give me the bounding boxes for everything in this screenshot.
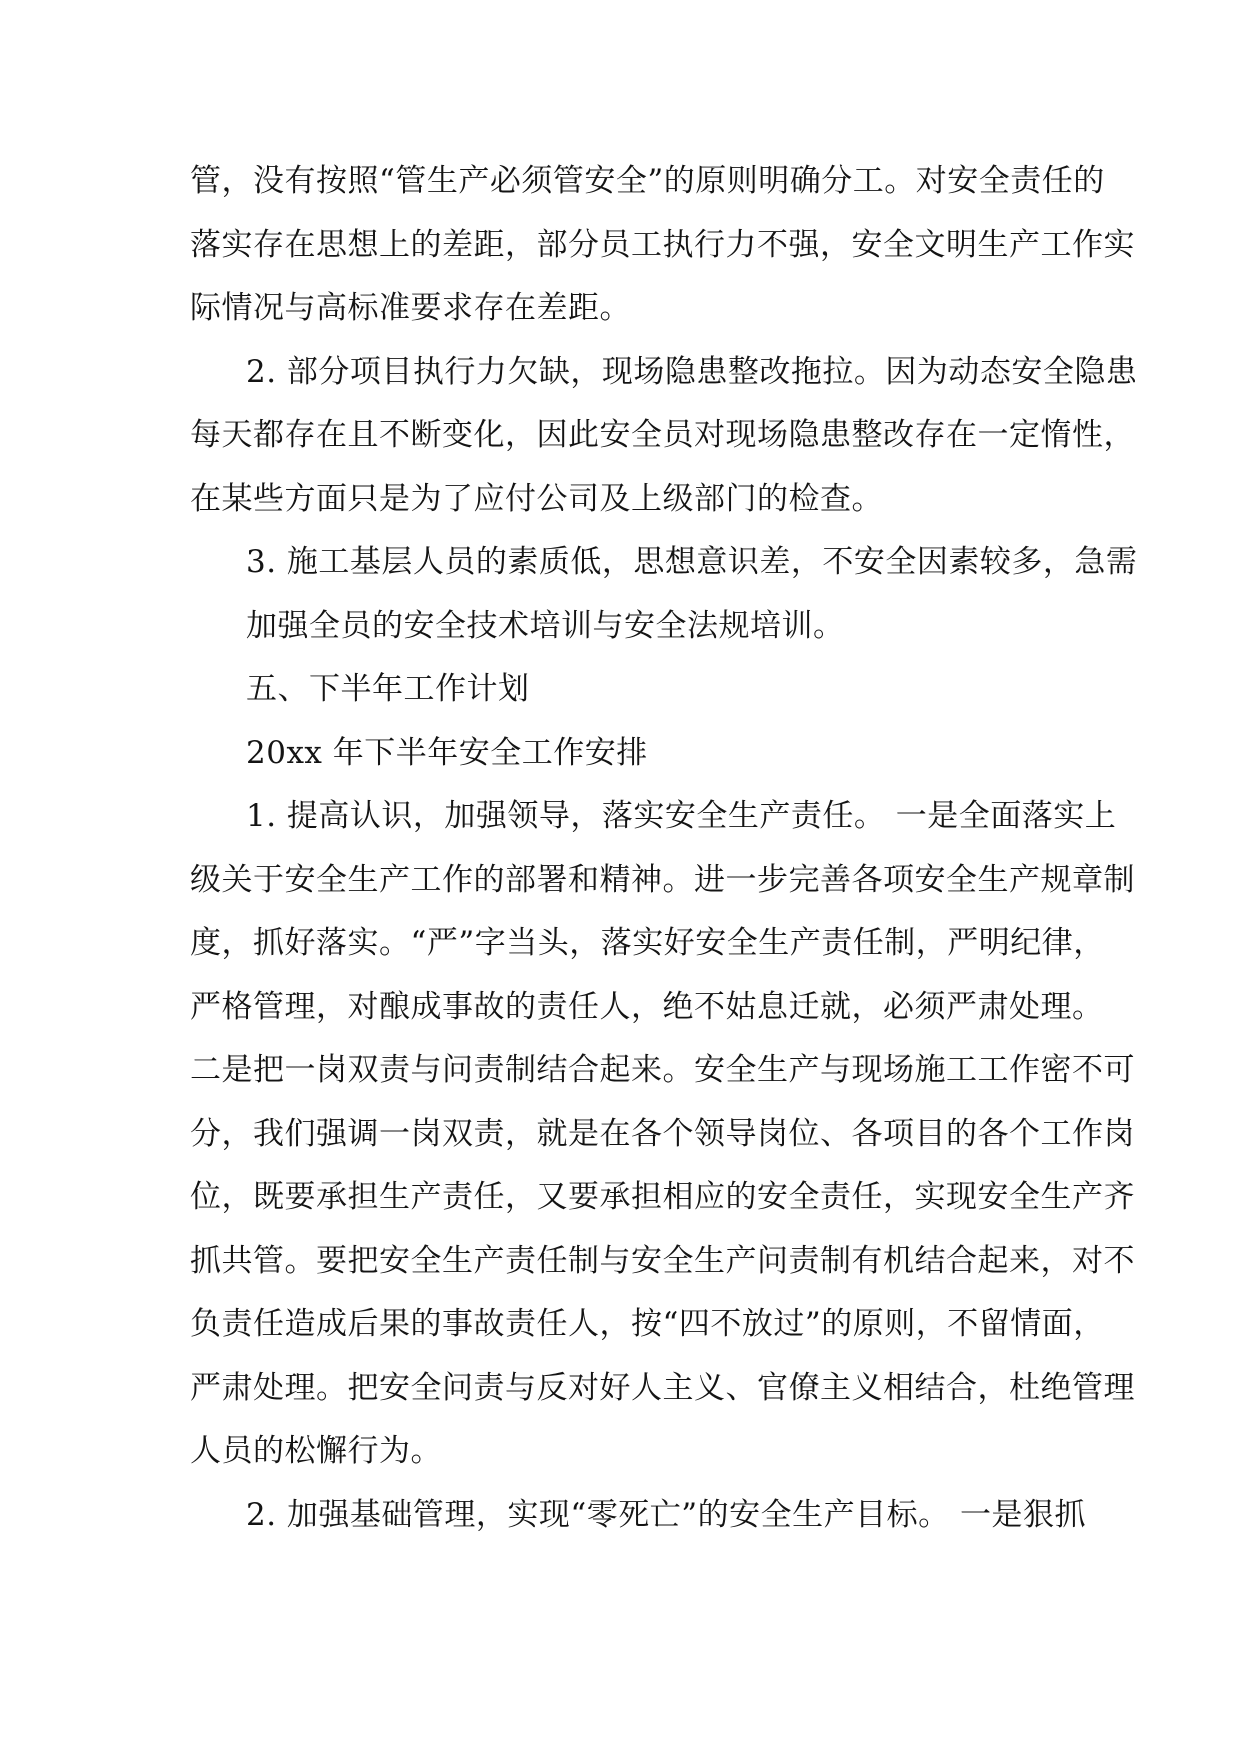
text-line: 严肃处理。把安全问责与反对好人主义、官僚主义相结合，杜绝管理 bbox=[190, 1369, 1135, 1406]
text-line: 1. 提高认识，加强领导，落实安全生产责任。 一是全面落实上 bbox=[246, 798, 1117, 834]
subsection-heading: 20xx 年下半年安全工作安排 bbox=[246, 734, 648, 771]
text-line: 负责任造成后果的事故责任人，按“四不放过”的原则，不留情面， bbox=[190, 1306, 1105, 1342]
text-line: 2. 加强基础管理，实现“零死亡”的安全生产目标。 一是狠抓 bbox=[246, 1496, 1086, 1533]
text-line: 际情况与高标准要求存在差距。 bbox=[190, 290, 631, 326]
text-line: 3. 施工基层人员的素质低，思想意识差，不安全因素较多，急需 bbox=[246, 544, 1138, 580]
document-body bbox=[190, 150, 1138, 1547]
text-line: 加强全员的安全技术培训与安全法规培训。 bbox=[246, 607, 845, 644]
text-line: 管，没有按照“管生产必须管安全”的原则明确分工。对安全责任的 bbox=[190, 163, 1105, 199]
text-line: 抓共管。要把安全生产责任制与安全生产问责制有机结合起来，对不 bbox=[190, 1242, 1135, 1279]
text-line: 严格管理，对酿成事故的责任人，绝不姑息迁就，必须严肃处理。 bbox=[190, 988, 1104, 1025]
section-heading: 五、下半年工作计划 bbox=[246, 671, 530, 707]
text-line: 2. 部分项目执行力欠缺，现场隐患整改拖拉。因为动态安全隐患 bbox=[246, 353, 1138, 390]
text-line: 在某些方面只是为了应付公司及上级部门的检查。 bbox=[190, 480, 883, 517]
text-line: 落实存在思想上的差距，部分员工执行力不强，安全文明生产工作实 bbox=[190, 226, 1135, 263]
text-line: 位，既要承担生产责任，又要承担相应的安全责任，实现安全生产齐 bbox=[190, 1179, 1135, 1215]
text-line: 每天都存在且不断变化，因此安全员对现场隐患整改存在一定惰性， bbox=[190, 417, 1135, 453]
text-line: 度，抓好落实。“严”字当头，落实好安全生产责任制，严明纪律， bbox=[190, 925, 1105, 961]
text-line: 二是把一岗双责与问责制结合起来。安全生产与现场施工工作密不可 bbox=[190, 1052, 1135, 1088]
text-line: 级关于安全生产工作的部署和精神。进一步完善各项安全生产规章制 bbox=[190, 861, 1135, 898]
text-line: 人员的松懈行为。 bbox=[190, 1433, 442, 1469]
text-line: 分，我们强调一岗双责，就是在各个领导岗位、各项目的各个工作岗 bbox=[190, 1115, 1135, 1152]
